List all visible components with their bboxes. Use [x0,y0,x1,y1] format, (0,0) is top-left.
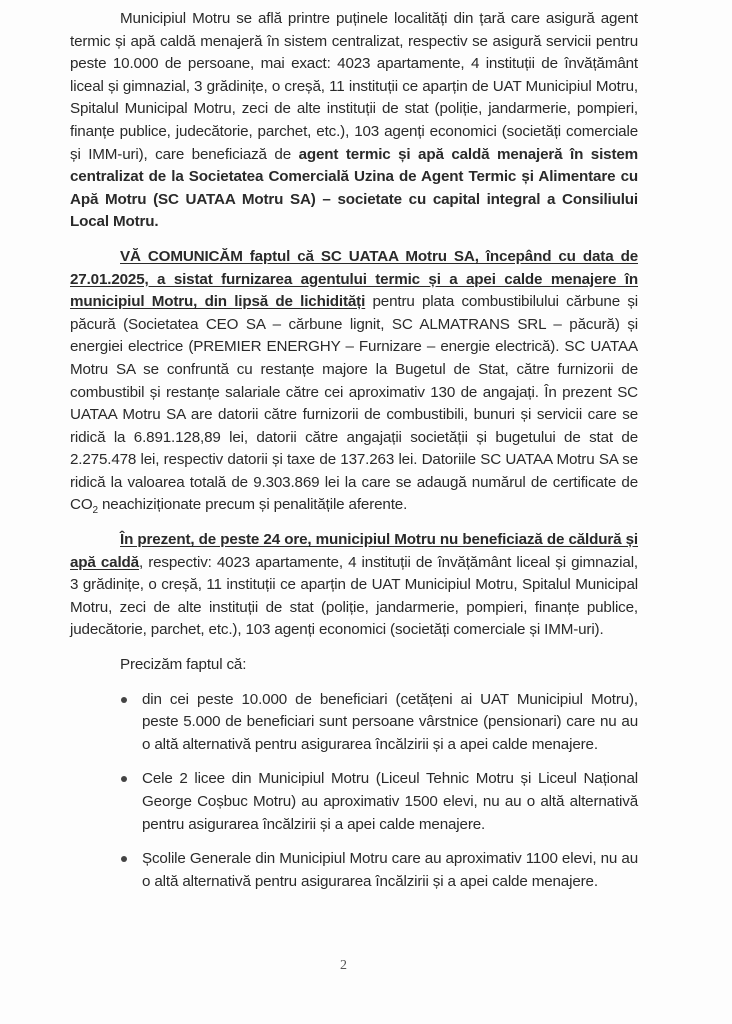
document-body [70,8,638,905]
announcement-highlight: VĂ COMUNICĂM faptul că SC UATAA Motru SA, începând cu data de 27.01.2025, a sistat furnizarea agentului termic și a apei calde menajere în municipiul Motru, din lipsă de lichidități [70,247,638,311]
bullet-dot-icon [121,856,127,862]
paragraph-specify: Precizăm faptul că: [120,656,247,674]
paragraph-current-status [70,529,638,642]
bullet-item-general-schools [130,848,638,893]
announcement-text: pentru plata combustibilului cărbune și păcură (Societatea CEO SA – cărbune lignit, SC ALMATRANS SRL – păcură) și energiei electrice (PREMIER ENERGHY – Furnizare – energie electrică). SC UATAA Motru SA se confruntă cu restanțe majore la Bugetul de Stat, către furnizorii de combustibil și restanțe salariale către cei aproximativ 130 de angajați. În prezent SC UATAA Motru SA are datorii către furnizorii de combustibili, bunuri și servicii care se ridică la 6.891.128,89 lei, datorii către angajații societății și bugetului de stat de 2.275.478 lei, respectiv datorii și taxe de 137.263 lei. Datoriile SC UATAA Motru SA se ridică la valoarea totală de 9.303.869 lei la care se adaugă numărul de certificate de CO [70,293,638,514]
paragraph-intro-text: Municipiul Motru se află printre puținele localități din țară care asigură agent termic și apă caldă menajeră în sistem centralizat, respectiv se asigură servicii pentru peste 10.000 de persoane, mai exact: 4023 apartamente, 4 instituții de învățământ liceal și gimnazial, 3 grădinițe, o creșă, 11 instituții ce aparțin de UAT Municipiul Motru, Spitalul Municipal Motru, zeci de alte instituții de stat (poliție, jandarmerie, pompieri, finanțe publice, judecătorie, parchet, etc.), 103 agenți economici (societăți comerciale și IMM-uri), care beneficiază de [70,10,638,163]
status-highlight: În prezent, de peste 24 ore, municipiul Motru nu beneficiază de căldură și apă caldă [70,531,638,571]
co2-subscript: 2 [92,505,98,517]
page-number: 2 [340,958,347,973]
bullet-dot-icon [121,776,127,782]
status-text: , respectiv: 4023 apartamente, 4 instituții de învățământ liceal și gimnazial, 3 grădinițe, o creșă, 11 instituții ce aparțin de UAT Municipiul Motru, Spitalul Municipal Motru, zeci de alte instituții de stat (poliție, jandarmerie, pompieri, finanțe publice, judecătorie, parchet, etc.), 103 agenți economici (societăți comerciale și IMM-uri). [70,553,638,639]
bullet-dot-icon [121,697,127,703]
bullet-text: Cele 2 licee din Municipiul Motru (Liceul Tehnic Motru și Liceul Național George Coșbuc Motru) au aproximativ 1500 elevi, nu au o altă alternativă pentru asigurarea încălzirii și a apei calde menajere. [142,770,638,833]
bullet-text: din cei peste 10.000 de beneficiari (cetățeni ai UAT Municipiul Motru), peste 5.000 de beneficiari sunt persoane vârstnice (pensionari) care nu au o altă alternativă pentru asigurarea încălzirii și a apei calde menajere. [142,690,638,753]
bullet-list [70,689,638,894]
paragraph-announcement [70,246,638,517]
paragraph-intro [70,8,638,234]
paragraph-intro-bold: agent termic și apă caldă menajeră în sistem centralizat de la Societatea Comercială Uzina de Agent Termic și Alimentare cu Apă Motru (SC UATAA Motru SA) – societate cu capital integral a Consiliului Local Motru. [70,145,639,231]
announcement-text-end: neachiziționate precum și penalitățile aferente. [97,496,408,514]
bullet-item-beneficiaries [130,689,638,757]
bullet-item-high-schools [130,768,638,836]
bullet-text: Școlile Generale din Municipiul Motru care au aproximativ 1100 elevi, nu au o altă alternativă pentru asigurarea încălzirii și a apei calde menajere. [142,850,638,890]
